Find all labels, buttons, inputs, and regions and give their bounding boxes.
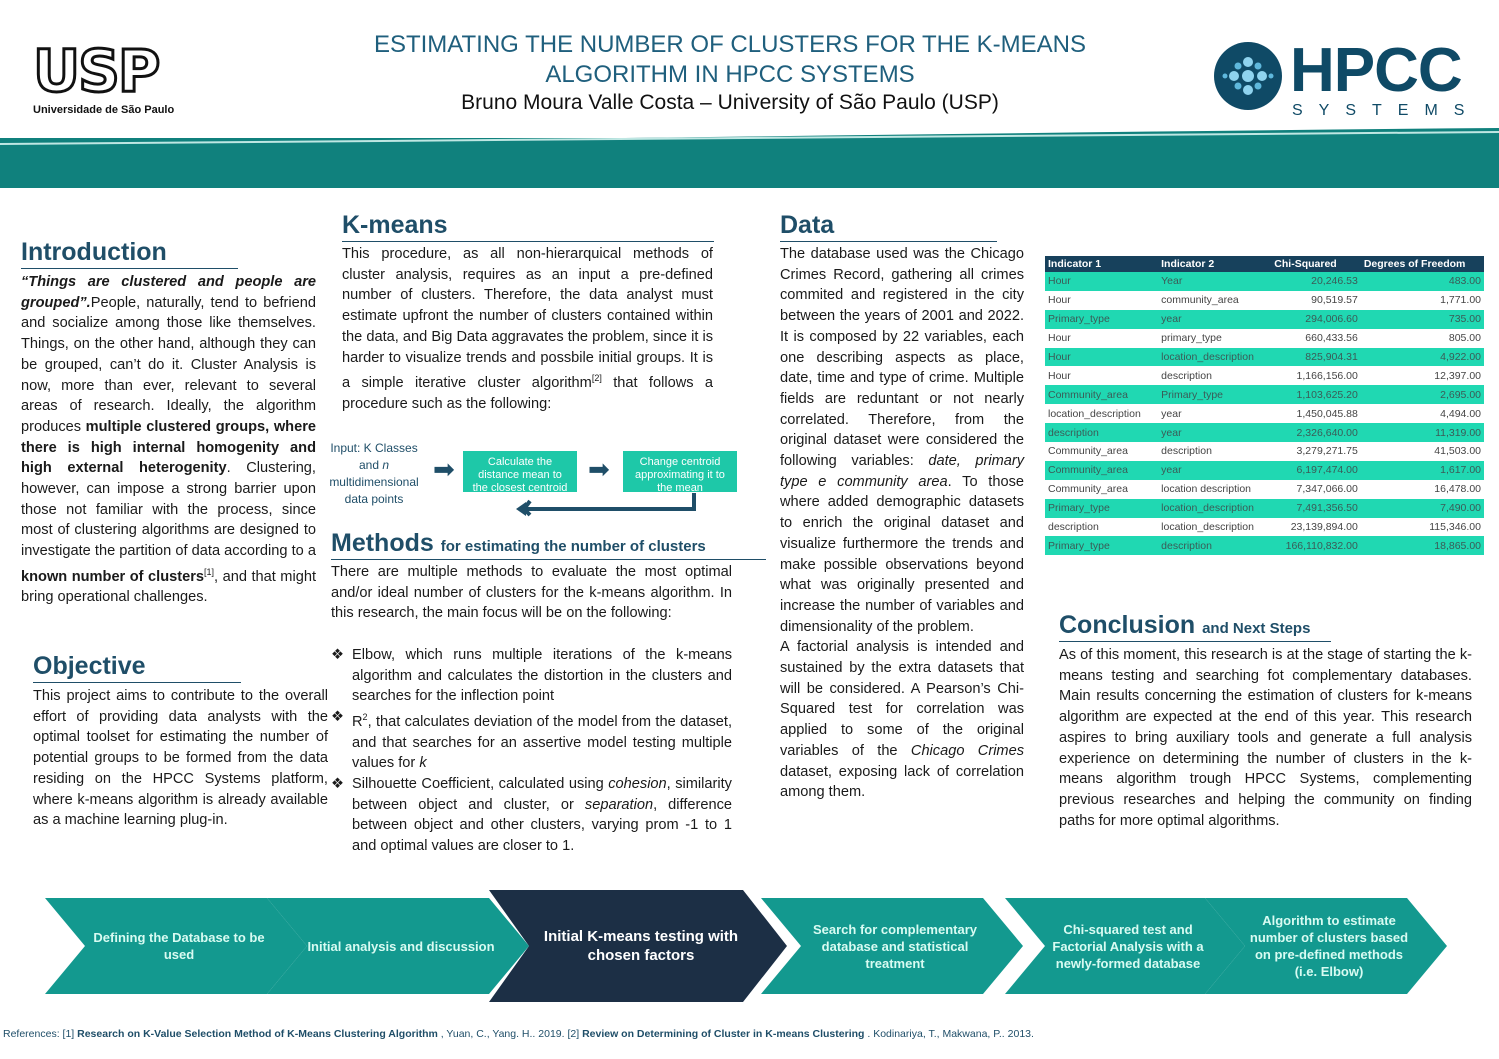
methods-item-text: , that calculates deviation of the model from the dataset, and that searches for an assertive model testing multiple values for [352, 713, 732, 772]
table-row [1045, 291, 1484, 310]
table-cell: Hour [1048, 369, 1071, 382]
usp-logo-caption: Universidade de São Paulo [33, 104, 175, 116]
table-cell: 3,279,271.75 [1296, 445, 1358, 458]
table-cell: 2,695.00 [1361, 385, 1484, 404]
data-text-italic: date, primary type e community area [780, 453, 1024, 490]
flow-input-line-4: data points [344, 492, 404, 506]
table-cell: 166,110,832.00 [1271, 536, 1361, 555]
hpcc-wordmark: HPCC [1290, 36, 1462, 105]
table-cell: 1,166,156.00 [1296, 369, 1358, 382]
table-row [1045, 329, 1484, 348]
table-cell: 294,006.60 [1271, 310, 1361, 329]
table-cell: Hour [1048, 294, 1071, 307]
table-cell: description [1045, 423, 1158, 442]
bullet-icon: ❖ [331, 776, 345, 793]
methods-item-text: Elbow, which runs multiple iterations of the k-means algorithm and calculates the distortion in the clusters and searches for the inflection point [352, 647, 732, 705]
introduction-bold-2: known number of clusters [21, 568, 205, 585]
table-cell: 1,450,045.88 [1296, 407, 1358, 420]
reference-2-title: Review on Determining of Cluster in K-means Clustering [582, 1028, 865, 1040]
table-cell: 41,503.00 [1434, 445, 1481, 458]
kmeans-text [342, 244, 713, 414]
table-cell: 11,319.00 [1361, 423, 1484, 442]
methods-heading [331, 529, 766, 560]
methods-item-text: R [352, 713, 363, 730]
table-cell: Primary_type [1045, 310, 1158, 329]
table-cell: Community_area [1045, 461, 1158, 480]
table-cell: 735.00 [1361, 310, 1484, 329]
table-cell: description [1048, 521, 1099, 534]
methods-heading-sub: for estimating the number of clusters [440, 538, 706, 555]
timeline-step-3-current [489, 890, 787, 1002]
data-text [780, 244, 1024, 803]
data-heading: Data [780, 211, 997, 242]
table-cell: 7,491,356.50 [1271, 499, 1361, 518]
table-cell: 90,519.57 [1311, 294, 1358, 307]
data-text-part: The database used was the Chicago Crimes Record, gathering all crimes commited and registered in the city between the years of 2001 and 2022. It is composed by 22 variables, each one describing aspects as place, date, time and type of crime. Multiple fields are reduntant or not nearly correlated. Therefore, from the original dataset were considered the following variables: [780, 246, 1024, 470]
poster-title-line-1: ESTIMATING THE NUMBER OF CLUSTERS FOR THE K-MEANS [373, 31, 1087, 58]
data-paragraph-2 [780, 637, 1024, 803]
hpcc-orb-icon [1212, 40, 1284, 112]
methods-heading-main: Methods [331, 529, 434, 557]
poster-author: Bruno Moura Valle Costa – University of São Paulo (USP) [461, 91, 999, 114]
data-text-part: dataset, exposing lack of correlation among them. [780, 763, 1024, 801]
flow-arrow-right-icon: ➡ [588, 454, 610, 484]
conclusion-heading [1059, 611, 1331, 642]
table-cell: Community_area [1045, 385, 1158, 404]
table-cell: 6,197,474.00 [1271, 461, 1361, 480]
methods-item-elbow [331, 645, 732, 707]
flow-input-and: and [358, 458, 383, 472]
introduction-ref: [1] [204, 566, 215, 577]
table-cell: year [1158, 461, 1271, 480]
chi-squared-table [1045, 256, 1484, 555]
table-cell: 825,904.31 [1271, 348, 1361, 367]
methods-item-text: , similarity between object and cluster, or [352, 776, 732, 813]
table-cell: Year [1158, 272, 1271, 291]
table-cell: 2,326,640.00 [1271, 423, 1361, 442]
flow-step-change-centroid: Change centroid approximating it to the mean [623, 451, 737, 492]
table-cell: location_description [1158, 348, 1271, 367]
table-row [1045, 348, 1484, 367]
table-cell: 18,865.00 [1361, 536, 1484, 555]
introduction-text-part-2: . Clustering, however, can impose a strong barrier upon those not familiar with the process, since most of clustering algorithms are designed to investigate the partition of data according to a [21, 460, 316, 560]
table-cell: description [1161, 445, 1212, 458]
table-cell: Community_area [1048, 483, 1128, 496]
table-row [1045, 272, 1484, 291]
table-row [1045, 461, 1484, 480]
data-paragraph-1 [780, 244, 1024, 637]
table-cell: year [1161, 407, 1182, 420]
table-cell: 483.00 [1361, 272, 1484, 291]
table-row [1045, 442, 1484, 461]
table-row [1045, 310, 1484, 329]
table-cell: 1,103,625.20 [1271, 385, 1361, 404]
table-row [1045, 480, 1484, 499]
data-text-part: A factorial analysis is intended and sustained by the extra datasets that will be considered. A Pearson’s Chi-Squared test for correlation was applied to some of the original variables of the [780, 639, 1024, 759]
table-cell: description [1161, 369, 1212, 382]
methods-item-r2 [331, 707, 732, 774]
bullet-icon: ❖ [331, 709, 345, 726]
table-row [1045, 518, 1484, 537]
introduction-heading: Introduction [21, 238, 238, 269]
table-cell: location_description [1161, 521, 1254, 534]
flow-step-distance: Calculate the distance mean to the closest centroid [463, 451, 577, 492]
data-text-part: . To those where added demographic datasets to enrich the original dataset and visualize furthermore the trends and make possible observations beyond what was originally presented and increase the number of variables and dimensionality of the problem. [780, 473, 1024, 635]
introduction-text-part-3: , and that might bring operational challenges. [21, 568, 316, 606]
table-cell: primary_type [1161, 332, 1222, 345]
methods-intro: There are multiple methods to evaluate the most optimal and/or ideal number of clusters for the k-means algorithm. In this research, the main focus will be on the following: [331, 564, 732, 622]
table-header-cell: Indicator 1 [1045, 256, 1158, 272]
table-header-cell: Chi-Squared [1271, 256, 1361, 272]
table-cell: location description [1161, 483, 1252, 496]
table-cell: Hour [1048, 332, 1071, 345]
table-cell: 805.00 [1448, 332, 1481, 345]
table-row [1045, 423, 1484, 442]
methods-list [331, 645, 732, 857]
table-header-row [1045, 256, 1484, 272]
introduction-bold-1: multiple clustered groups, where there is high internal homogenity and high external heterogenity [21, 418, 317, 477]
table-cell: Hour [1045, 272, 1158, 291]
methods-item-text: , difference between object and other clusters, varying prom -1 to 1 and optimal values are closer to 1. [352, 796, 733, 855]
hpcc-logo [1212, 36, 1481, 122]
data-text-italic: Chicago Crimes [910, 742, 1025, 759]
table-row [1045, 536, 1484, 555]
table-cell: Primary_type [1045, 499, 1158, 518]
methods-item-italic: cohesion [608, 776, 667, 793]
table-cell: 1,617.00 [1361, 461, 1484, 480]
introduction-text-part-1: People, naturally, tend to befriend and socialize among those like themselves. Things, on the other hand, although they can be grouped, can’t do it. Cluster Analysis is now, more than ever, relevant to several areas of research. Ideally, the algorithm produces [21, 294, 316, 435]
methods-item-text: Silhouette Coefficient, calculated using [352, 776, 609, 793]
kmeans-text-part-2: that follows a procedure such as the following: [342, 375, 714, 412]
timeline-step-label: Chi-squared test and Factorial Analysis with a newly-formed database [1052, 921, 1204, 971]
objective-heading: Objective [33, 652, 241, 683]
table-row [1045, 366, 1484, 385]
table-cell: Primary_type [1158, 385, 1271, 404]
table-cell: year [1158, 423, 1271, 442]
table-cell: location_description [1048, 407, 1141, 420]
methods-item-sup: 2 [362, 712, 368, 723]
reference-1-title: Research on K-Value Selection Method of K-Means Clustering Algorithm [77, 1028, 438, 1040]
table-cell: 115,346.00 [1429, 521, 1481, 534]
flow-input-line-1: Input: K Classes [330, 441, 418, 455]
table-cell: Primary_type [1045, 536, 1158, 555]
bullet-icon: ❖ [331, 647, 345, 663]
timeline-step-label: Search for complementary database and statistical treatment [812, 921, 977, 971]
table-row [1045, 404, 1484, 423]
flow-loop-arrow-icon [512, 493, 702, 517]
kmeans-text-part-1: This procedure, as all non-hierarquical methods of cluster analysis, requires as an input a pre-defined number of clusters. Therefore, the data analyst must estimate upfront the number of clusters contained within the data, and Big Data aggravates the problem, since it is harder to visualize trends and possbile initial groups. It is a simple iterative cluster algorithm [342, 246, 713, 392]
reference-1-details: , Yuan, C., Yang. H.. 2019. [2] [437, 1028, 583, 1040]
table-body [1045, 272, 1484, 555]
table-cell: 23,139,894.00 [1290, 521, 1358, 534]
flow-input-n: n [382, 458, 390, 472]
flow-input-line-2 [318, 457, 430, 474]
table-cell: description [1158, 536, 1271, 555]
header-band-wave [0, 128, 1499, 148]
methods-item-italic: separation [584, 796, 654, 813]
table-cell: 7,490.00 [1361, 499, 1484, 518]
table-cell: 16,478.00 [1434, 483, 1481, 496]
timeline-step-label: Defining the Database to be used [93, 930, 265, 962]
references [3, 1028, 1034, 1040]
objective-text: This project aims to contribute to the overall effort of providing data analysts with the optimal toolset for estimating the number of potential groups to be formed from the data residing on the HPCC Systems platform, where k-means algorithm is already available as a machine learning plug-in. [33, 688, 328, 829]
timeline-step-label: Algorithm to estimate number of clusters based on pre-defined methods (i.e. Elbow) [1249, 913, 1409, 979]
table-header-cell: Indicator 2 [1158, 256, 1271, 272]
methods-item-silhouette [331, 774, 732, 857]
table-cell: 4,922.00 [1361, 348, 1484, 367]
table-cell: community_area [1161, 294, 1239, 307]
table-cell: 660,433.56 [1305, 332, 1358, 345]
reference-2-details: . Kodinariya, T., Makwana, P.. 2013. [864, 1028, 1034, 1040]
table-row [1045, 499, 1484, 518]
kmeans-ref: [2] [591, 373, 602, 384]
introduction-quote: “Things are clustered and people are grouped”. [21, 274, 316, 311]
conclusion-heading-main: Conclusion [1059, 611, 1196, 639]
references-prefix: References: [1] [3, 1028, 78, 1040]
conclusion-text: As of this moment, this research is at the stage of starting the k-means testing and searching fot complementary databases. Main results concerning the estimation of clusters for k-means algorithm are expected at the end of this year. This research aspires to bring auxiliary tools and generate a full analysis experience on determining the number of clusters in the k-means algorithm trough HPCC Systems, complementing previous researches and helping the community on finding paths for more optimal algorithms. [1059, 647, 1472, 829]
timeline-step-6 [1205, 890, 1447, 1002]
table-header-cell: Degrees of Freedom [1361, 256, 1484, 272]
table-cell: 4,494.00 [1440, 407, 1481, 420]
kmeans-heading: K-means [342, 211, 714, 242]
flow-arrow-right-icon: ➡ [433, 454, 455, 484]
introduction-text [21, 272, 316, 608]
table-cell: 7,347,066.00 [1296, 483, 1358, 496]
table-cell: year [1158, 310, 1271, 329]
usp-logo [33, 37, 193, 120]
table-cell: 12,397.00 [1434, 369, 1481, 382]
timeline-step-label: Initial analysis and discussion [307, 938, 495, 954]
table-row [1045, 385, 1484, 404]
poster-title-line-2: ALGORITHM IN HPCC SYSTEMS [545, 61, 915, 88]
table-cell: 1,771.00 [1440, 294, 1481, 307]
timeline-step-label: Initial K-means testing with chosen factors [543, 928, 739, 964]
timeline-step-4 [761, 890, 1023, 1002]
methods-item-italic: k [419, 755, 427, 772]
conclusion-heading-sub: and Next Steps [1202, 620, 1311, 637]
usp-logo-mark: USP [33, 37, 159, 105]
table-cell: location_description [1158, 499, 1271, 518]
table-cell: Hour [1045, 348, 1158, 367]
hpcc-sub-wordmark: SYSTEMS [1292, 102, 1481, 119]
table-cell: 20,246.53 [1271, 272, 1361, 291]
flow-input-line-3: multidimensional [329, 475, 419, 489]
poster-title [300, 30, 1160, 90]
kmeans-flow-input [318, 440, 430, 508]
table-cell: Community_area [1048, 445, 1128, 458]
